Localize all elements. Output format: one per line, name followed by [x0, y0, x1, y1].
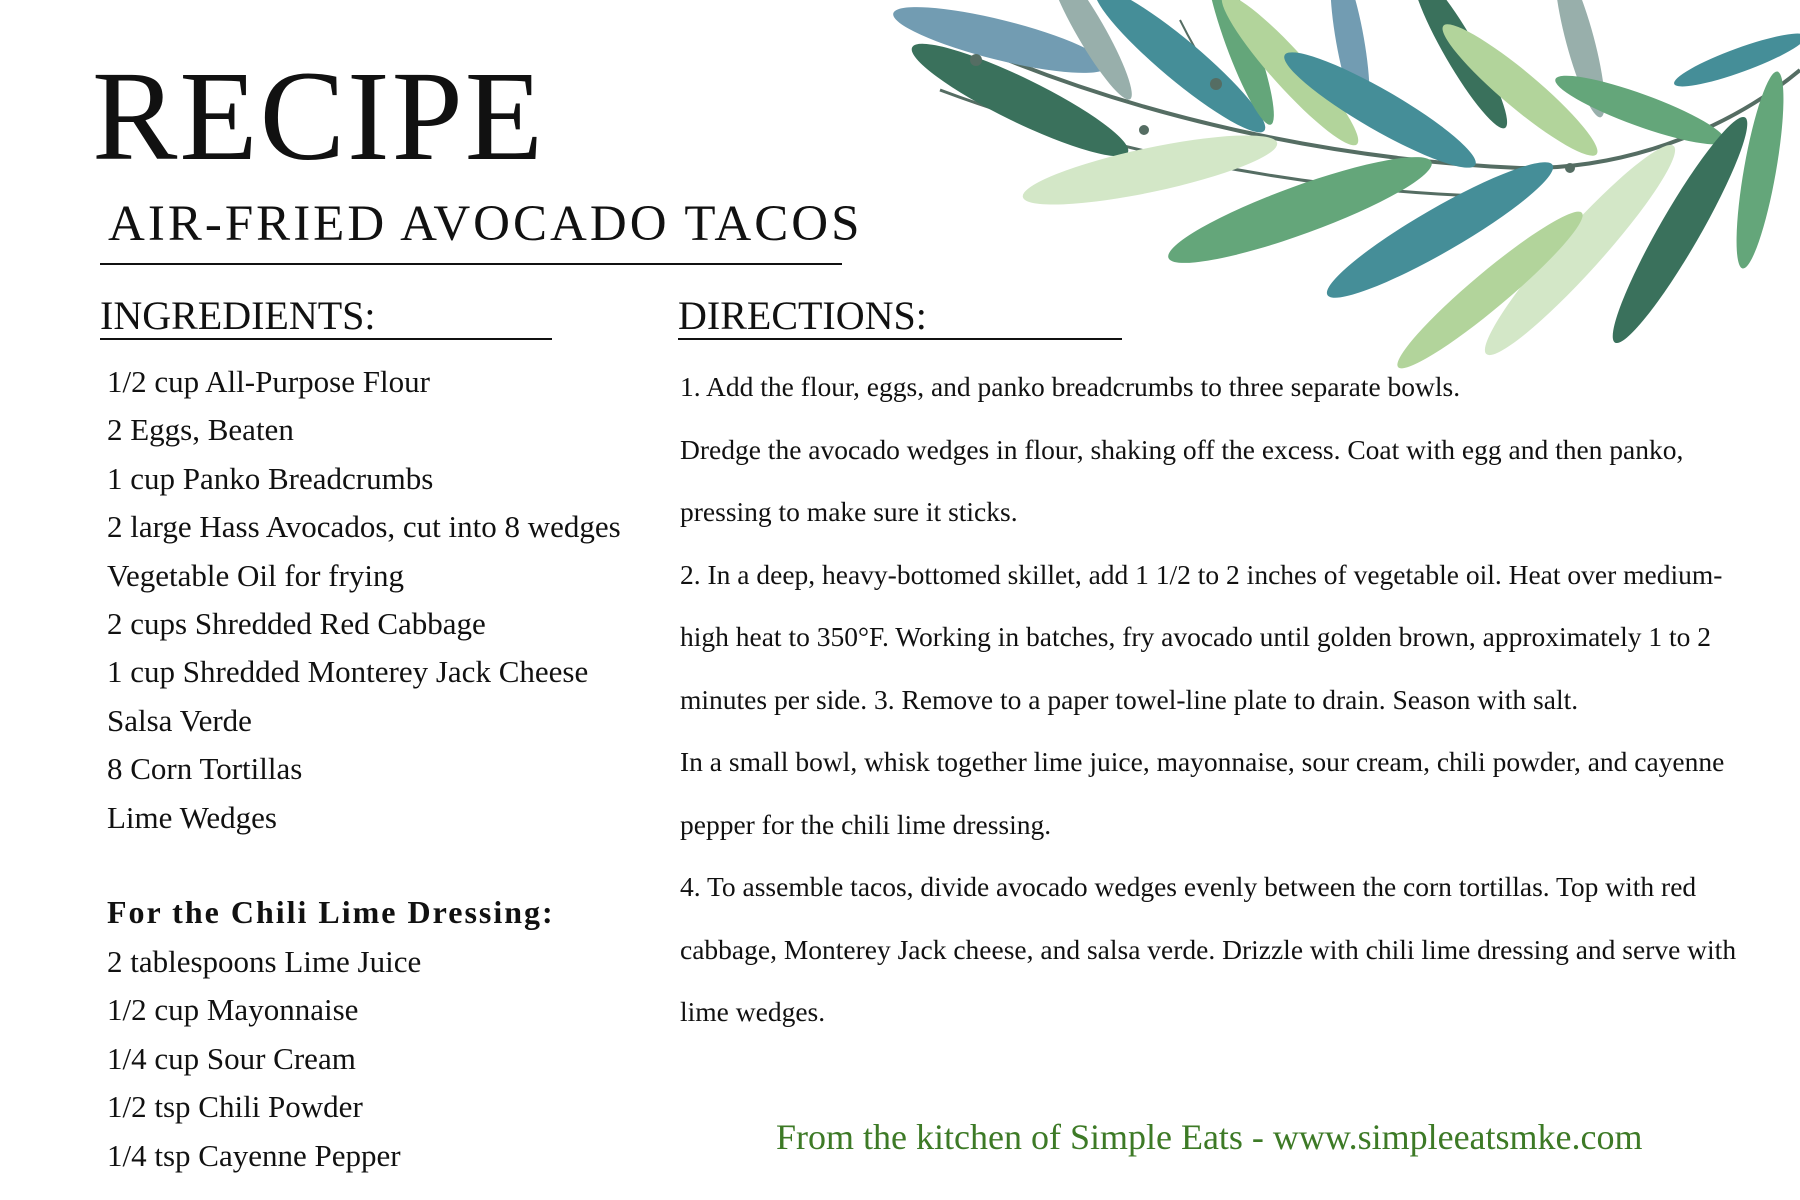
ingredient-item: Lime Wedges [107, 799, 277, 835]
ingredient-item: 2 Eggs, Beaten [107, 412, 294, 448]
ingredient-item: 2 cups Shredded Red Cabbage [107, 606, 486, 642]
dressing-item: 2 tablespoons Lime Juice [107, 944, 422, 979]
ingredient-item: Salsa Verde [107, 702, 252, 738]
ingredients-heading: INGREDIENTS: [100, 293, 376, 338]
ingredient-item: 1 cup Panko Breadcrumbs [107, 460, 434, 496]
directions-underline [678, 338, 1122, 340]
direction-paragraph: 4. To assemble tacos, divide avocado wedges evenly between the corn tortillas. Top with red cabbage, Monterey Jack cheese, and salsa verde. Drizzle with chili lime dressing and serve with lime wedges. [680, 871, 1737, 1027]
dressing-heading: For the Chili Lime Dressing: [107, 894, 555, 930]
directions-body [680, 356, 1760, 1044]
ingredients-underline [100, 338, 552, 340]
dressing-list [107, 938, 667, 1180]
title-underline [100, 263, 842, 265]
dressing-item: 1/2 cup Mayonnaise [107, 992, 359, 1028]
ingredient-item: 1 cup Shredded Monterey Jack Cheese [107, 654, 589, 690]
ingredient-item: 1/2 cup All-Purpose Flour [107, 364, 430, 399]
direction-paragraph: 1. Add the flour, eggs, and panko breadcrumbs to three separate bowls. [680, 371, 1461, 402]
ingredient-item: Vegetable Oil for frying [107, 557, 404, 593]
dressing-item: 1/4 tsp Cayenne Pepper [107, 1137, 401, 1173]
dressing-item: 1/4 cup Sour Cream [107, 1040, 356, 1076]
ingredients-list [107, 358, 667, 842]
direction-paragraph: 2. In a deep, heavy-bottomed skillet, add 1 1/2 to 2 inches of vegetable oil. Heat over medium-high heat to 350°F. Working in batches, fry avocado until golden brown, approximately 1 to 2 minutes per side. 3. Remove to a paper towel-line plate to drain. Season with salt. [680, 558, 1723, 715]
footer-credit: From the kitchen of Simple Eats - www.simpleeatsmke.com [776, 1117, 1643, 1157]
direction-paragraph: Dredge the avocado wedges in flour, shaking off the excess. Coat with egg and then panko, pressing to make sure it sticks. [680, 433, 1684, 527]
ingredient-item: 2 large Hass Avocados, cut into 8 wedges [107, 509, 621, 545]
recipe-title: AIR-FRIED AVOCADO TACOS [108, 196, 863, 252]
direction-paragraph: In a small bowl, whisk together lime juice, mayonnaise, sour cream, chili powder, and cayenne pepper for the chili lime dressing. [680, 746, 1725, 840]
dressing-item: 1/2 tsp Chili Powder [107, 1089, 363, 1125]
ingredient-item: 8 Corn Tortillas [107, 751, 303, 787]
recipe-label: RECIPE [92, 45, 545, 187]
directions-heading: DIRECTIONS: [678, 293, 927, 338]
